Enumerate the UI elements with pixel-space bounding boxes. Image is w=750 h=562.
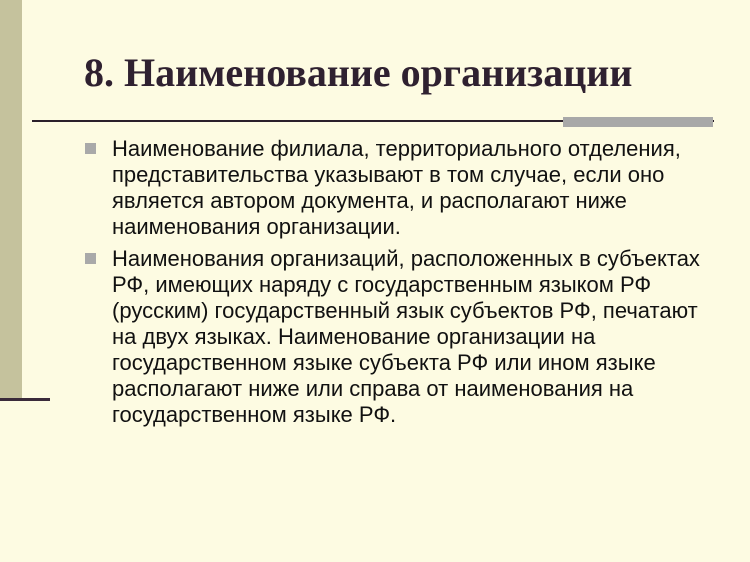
left-decorative-band	[0, 0, 22, 400]
square-bullet-icon	[85, 143, 96, 154]
square-bullet-icon	[85, 253, 96, 264]
left-band-divider	[0, 398, 50, 401]
bullet-item	[84, 136, 724, 240]
bullet-text: Наименование филиала, территориального отделения, представительства указывают в том случае, если оно является автором документа, и располагают ниже наименования организации.	[112, 136, 681, 239]
title-underline-accent	[563, 117, 713, 127]
slide-title: 8. Наименование организации	[84, 50, 633, 95]
bullet-text: Наименования организаций, расположенных в субъектах РФ, имеющих наряду с государственным языком РФ (русским) государственный язык субъектов РФ, печатают на двух языках. Наименование организации на государственном языке субъекта РФ или ином языке располагают ниже или справа от наименования на государственном языке РФ.	[112, 246, 700, 427]
bullet-item	[84, 246, 724, 428]
bullet-list	[84, 136, 724, 434]
